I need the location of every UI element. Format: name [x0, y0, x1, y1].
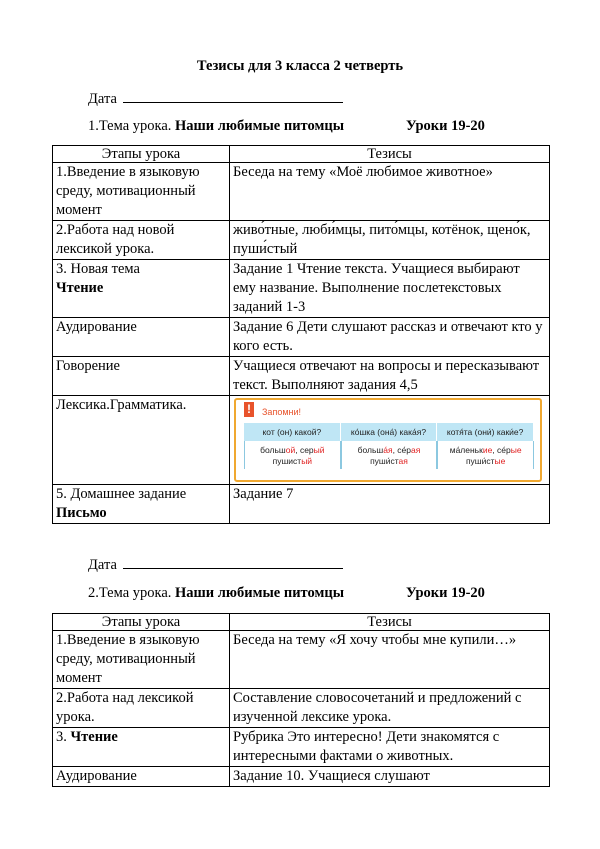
remember-grid	[244, 423, 534, 469]
table-row	[53, 728, 550, 767]
table-row	[53, 163, 550, 221]
table-row	[53, 689, 550, 728]
table-row	[53, 631, 550, 689]
remember-col-header: кот (он) какой?	[244, 423, 341, 441]
remember-col-body	[341, 441, 438, 469]
word-stem: , сер	[295, 445, 314, 455]
remember-header	[236, 400, 540, 420]
remember-col-header: котя́та (они́) каки́е?	[437, 423, 534, 441]
stage-cell	[53, 260, 230, 318]
word-ending: ый	[313, 445, 325, 455]
stage-cell: Лексика.Грамматика.	[53, 396, 230, 485]
header-stages: Этапы урока	[53, 614, 230, 631]
table-row	[53, 396, 550, 485]
remember-col-header: ко́шка (она́) кака́я?	[341, 423, 438, 441]
word-stem: , се́р	[392, 445, 412, 455]
table-row	[53, 260, 550, 318]
word-stem: пуши́ст	[465, 456, 495, 466]
date-line	[88, 556, 343, 574]
date-label: Дата	[88, 557, 117, 573]
thesis-cell: Задание 1 Чтение текста. Учащиеся выбирают ему название. Выполнение послетекстовых заданий 1-3	[230, 260, 550, 318]
table-row	[53, 318, 550, 357]
document-title: Тезисы для 3 класса 2 четверть	[196, 58, 404, 74]
topic-prefix: 1.Тема урока.	[88, 118, 176, 134]
word-ending: ие	[482, 445, 493, 455]
table-header-row	[53, 614, 550, 631]
thesis-cell: Задание 10. Учащиеся слушают	[230, 767, 550, 787]
stage-bold: Чтение	[70, 729, 118, 745]
table-header-row	[53, 146, 550, 163]
date-underline	[123, 556, 343, 569]
remember-label: Запомни!	[262, 407, 302, 417]
date-label: Дата	[88, 91, 117, 107]
stage-bold: Чтение	[56, 280, 104, 296]
word-ending: ые	[510, 445, 522, 455]
table-row	[53, 767, 550, 787]
word-stem: больш	[260, 445, 286, 455]
thesis-cell: Задание 7	[230, 485, 550, 524]
word-stem: больш	[357, 445, 384, 455]
remember-col-body	[437, 441, 534, 469]
header-theses: Тезисы	[230, 614, 550, 631]
thesis-cell	[230, 396, 550, 485]
word-ending: ая	[411, 445, 421, 455]
topic-name: Наши любимые питомцы	[175, 118, 345, 134]
stage-plain: 3. Новая тема	[56, 261, 140, 277]
word-stem: пушист	[272, 456, 302, 466]
stage-cell: 1.Введение в языковую среду, мотивационный момент	[53, 631, 230, 689]
exclamation-icon: !	[244, 402, 254, 417]
word-ending: ая	[398, 456, 408, 466]
remember-box	[234, 398, 542, 482]
header-theses: Тезисы	[230, 146, 550, 163]
thesis-cell: Рубрика Это интересно! Дети знакомятся с интересными фактами о животных.	[230, 728, 550, 767]
word-ending: а́я	[383, 445, 393, 455]
topic-prefix: 2.Тема урока.	[88, 585, 176, 601]
lesson-table-2	[52, 613, 550, 787]
stage-cell: Аудирование	[53, 318, 230, 357]
topic-lessons: Уроки 19-20	[406, 585, 485, 601]
header-stages: Этапы урока	[53, 146, 230, 163]
date-line	[88, 90, 343, 108]
remember-col-body	[244, 441, 341, 469]
word-stem: ма́леньк	[449, 445, 483, 455]
stage-cell: 2.Работа над лексикой урока.	[53, 689, 230, 728]
thesis-cell: Задание 6 Дети слушают рассказ и отвечают кто у кого есть.	[230, 318, 550, 357]
stage-cell: Аудирование	[53, 767, 230, 787]
stage-cell: Говорение	[53, 357, 230, 396]
word-ending: ые	[494, 456, 506, 466]
thesis-cell: Беседа на тему «Я хочу чтобы мне купили…»	[230, 631, 550, 689]
stage-plain: 5. Домашнее задание	[56, 486, 187, 502]
topic-line	[88, 585, 485, 602]
word-ending: ой	[285, 445, 296, 455]
stage-cell: 1.Введение в языковую среду, мотивационный момент	[53, 163, 230, 221]
topic-lessons: Уроки 19-20	[406, 118, 485, 134]
thesis-cell: Составление словосочетаний и предложений с изученной лексике урока.	[230, 689, 550, 728]
date-underline	[123, 90, 343, 103]
stage-cell	[53, 728, 230, 767]
stage-cell	[53, 485, 230, 524]
lesson-table-1	[52, 145, 550, 524]
table-row	[53, 485, 550, 524]
stage-bold: Письмо	[56, 505, 107, 521]
thesis-cell: Беседа на тему «Моё любимое животное»	[230, 163, 550, 221]
stage-plain: 3.	[56, 729, 71, 745]
topic-name: Наши любимые питомцы	[175, 585, 345, 601]
thesis-cell: живо́тные, люби́мцы, пито́мцы, котёнок, щено́к, пуши́стый	[230, 221, 550, 260]
stage-cell: 2.Работа над новой лексикой урока.	[53, 221, 230, 260]
table-row	[53, 357, 550, 396]
table-row	[53, 221, 550, 260]
word-stem: пуши́ст	[370, 456, 399, 466]
thesis-cell: Учащиеся отвечают на вопросы и пересказывают текст. Выполняют задания 4,5	[230, 357, 550, 396]
word-stem: , се́р	[492, 445, 511, 455]
topic-line	[88, 118, 485, 135]
word-ending: ый	[301, 456, 313, 466]
